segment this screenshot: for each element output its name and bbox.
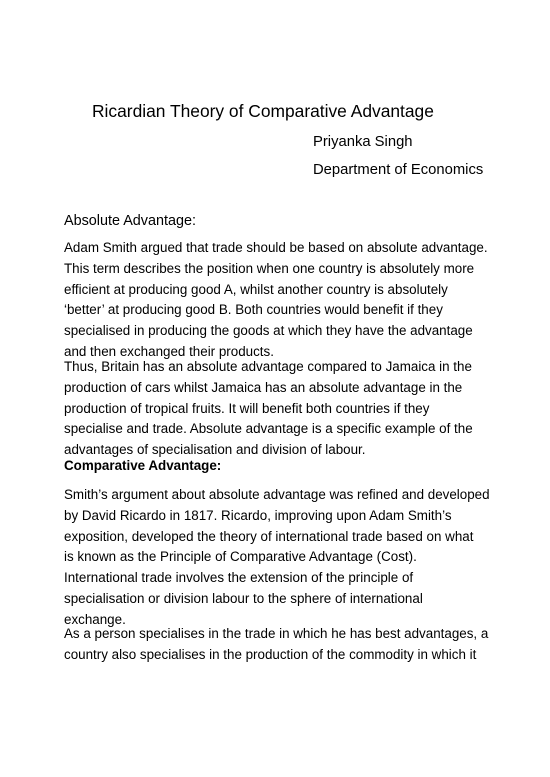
paragraph-country-specialisation [64,624,494,666]
paragraph-line: production of cars whilst Jamaica has an absolute advantage in the [64,379,463,395]
paragraph-line: is known as the Principle of Comparative Advantage (Cost). [64,549,417,565]
paragraph-line: efficient at producing good A, whilst another country is absolutely [64,281,448,297]
paragraph-line: production of tropical fruits. It will benefit both countries if they [64,400,430,416]
section-heading-comparative-advantage: Comparative Advantage: [64,458,222,473]
paragraph-line: Smith’s argument about absolute advantage was refined and developed [64,487,490,502]
paragraph-absolute-advantage-example [64,357,494,461]
paragraph-line: International trade involves the extension of the principle of [64,570,414,586]
paragraph-line: country also specialises in the production of the commodity in which it [64,646,477,662]
paragraph-line: Adam Smith argued that trade should be based on absolute advantage. [64,240,488,255]
paragraph-line: by David Ricardo in 1817. Ricardo, improving upon Adam Smith’s [64,507,452,523]
paragraph-line: As a person specialises in the trade in which he has best advantages, a [64,626,489,641]
paragraph-line: specialisation or division labour to the sphere of international [64,590,423,606]
paragraph-absolute-advantage-definition [64,238,494,363]
paragraph-line: This term describes the position when one country is absolutely more [64,260,475,276]
paragraph-line: Thus, Britain has an absolute advantage compared to Jamaica in the [64,359,472,374]
paragraph-line: specialised in producing the goods at which they have the advantage [64,323,473,339]
paragraph-ricardo-theory [64,485,494,631]
paragraph-line: advantages of specialisation and division of labour. [64,442,366,458]
paragraph-line: ‘better’ at producing good B. Both countries would benefit if they [64,302,443,318]
paragraph-line: and then exchanged their products. [64,343,274,359]
paragraph-line: specialise and trade. Absolute advantage is a specific example of the [64,421,473,437]
document-title: Ricardian Theory of Comparative Advantage [92,101,434,121]
section-heading-absolute-advantage: Absolute Advantage: [64,213,197,229]
paragraph-line: exchange. [64,611,126,627]
paragraph-line: exposition, developed the theory of international trade based on what [64,528,474,544]
author-name: Priyanka Singh [313,134,413,150]
author-department: Department of Economics [313,162,484,178]
